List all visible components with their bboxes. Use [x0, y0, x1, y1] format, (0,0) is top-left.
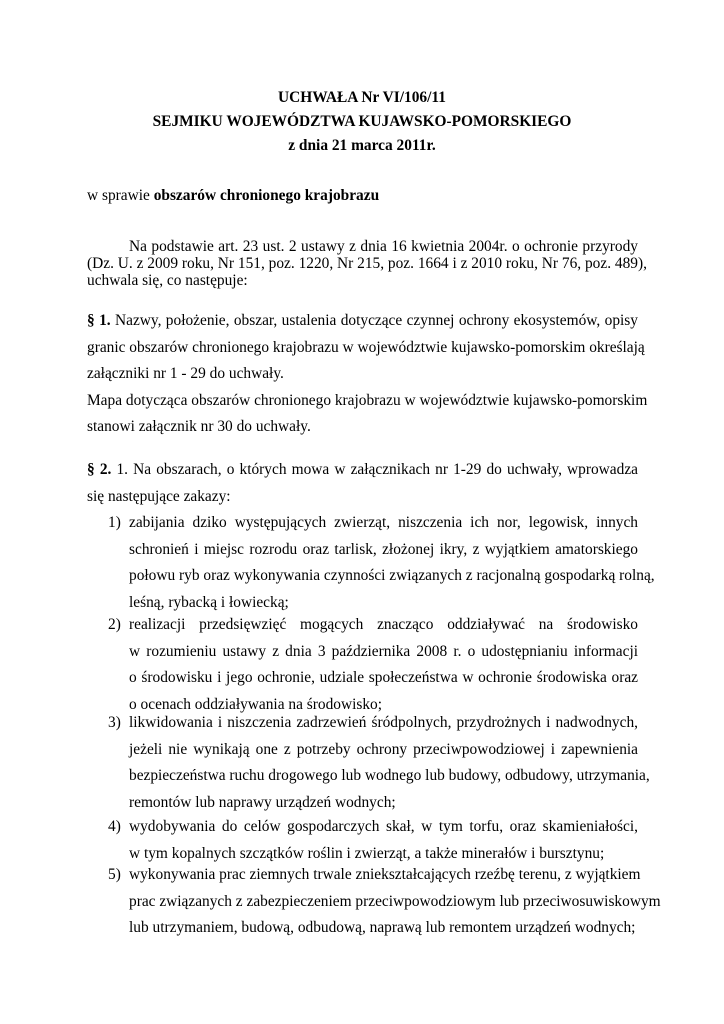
resolution-date: z dnia 21 marca 2011r.	[288, 137, 436, 154]
section-1-line: załączniki nr 1 - 29 do uchwały.	[87, 365, 284, 382]
item-number: 4)	[108, 818, 121, 835]
section-1-mark: § 1.	[87, 312, 111, 329]
item-text: wykonywania prac ziemnych trwale zniekształcających rzeźbę terenu, z wyjątkiem prac związanych z zabezpieczeniem przeciwpowodziowym lub przeciwosuwiskowym lub utrzymaniem, budową, odbudową, naprawą lub remontem urządzeń wodnych;	[129, 866, 661, 936]
item-text: likwidowania i niszczenia zadrzewień śródpolnych, przydrożnych i nadwodnych, jeżeli nie wynikają one z potrzeby ochrony przeciwpowodziowej i zapewnienia bezpieczeństwa ruchu drogowego lub wodnego lub budowy, odbudowy, utrzymania, remontów lub naprawy urządzeń wodnych;	[129, 714, 650, 811]
section-2	[87, 457, 638, 510]
preamble-line: Na podstawie art. 23 ust. 2 ustawy z dnia 16 kwietnia 2004r. o ochronie przyrody	[129, 238, 638, 255]
issuing-body: SEJMIKU WOJEWÓDZTWA KUJAWSKO-POMORSKIEGO	[152, 113, 572, 130]
item-number: 3)	[108, 714, 121, 731]
resolution-number: UCHWAŁA Nr VI/106/11	[278, 89, 446, 106]
section-2-mark: § 2.	[87, 461, 112, 478]
item-number: 5)	[108, 866, 121, 883]
item-text: zabijania dziko występujących zwierząt, niszczenia ich nor, legowisk, innych schronień i miejsc rozrodu oraz tarlisk, złożonej ikry, z wyjątkiem amatorskiego połowu ryb oraz wykonywania czynności związanych z racjonalną gospodarką rolną, leśną, rybacką i łowiecką;	[129, 514, 655, 611]
section-2-line: § 2. 1. Na obszarach, o których mowa w załącznikach nr 1-29 do uchwały, wprowadza	[87, 461, 638, 478]
item-text: wydobywania do celów gospodarczych skał, w tym torfu, oraz skamieniałości, w tym kopalnych szczątków roślin i zwierząt, a także minerałów i bursztynu;	[129, 818, 638, 862]
section-1	[87, 308, 648, 441]
section-1-line: § 1. Nazwy, położenie, obszar, ustalenia dotyczące czynnej ochrony ekosystemów, opisy	[87, 312, 638, 329]
section-1-line: granic obszarów chronionego krajobrazu w województwie kujawsko-pomorskim określają	[87, 338, 645, 356]
subject-title: obszarów chronionego krajobrazu	[153, 187, 380, 204]
item-number: 1)	[108, 514, 121, 531]
preamble	[87, 238, 647, 289]
section-1-line: stanowi załącznik nr 30 do uchwały.	[87, 418, 311, 435]
item-text: realizacji przedsięwzięć mogących znacząco oddziaływać na środowisko w rozumieniu ustawy z dnia 3 października 2008 r. o udostępnianiu informacji o środowisku i jego ochronie, udziale społeczeństwa w ochronie środowiska oraz o ocenach oddziaływania na środowisko;	[129, 616, 638, 713]
item-number: 2)	[108, 616, 121, 633]
preamble-line: uchwala się, co następuje:	[87, 272, 248, 289]
preamble-line: (Dz. U. z 2009 roku, Nr 151, poz. 1220, Nr 215, poz. 1664 i z 2010 roku, Nr 76, poz. 489),	[87, 255, 647, 272]
section-1-line: Mapa dotycząca obszarów chronionego krajobrazu w województwie kujawsko-pomorskim	[87, 391, 648, 409]
section-2-line: się następujące zakazy:	[87, 487, 231, 505]
subject-prefix: w sprawie	[87, 187, 154, 204]
subject-line	[87, 186, 638, 206]
